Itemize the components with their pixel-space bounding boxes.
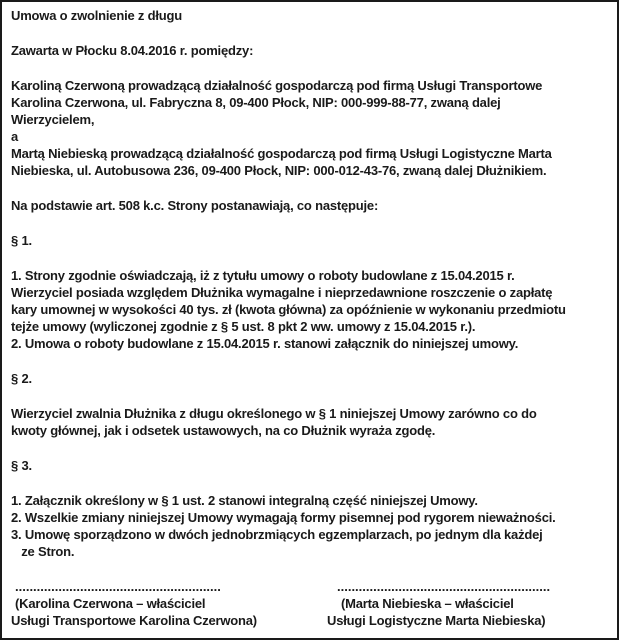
paragraph-section-1-body (11, 267, 609, 352)
paragraph-legal-basis (11, 197, 609, 214)
paragraph-section-2-heading (11, 370, 609, 387)
text-line: kary umownej w wysokości 40 tys. zł (kwota główna) za opóźnienie w wykonaniu przedmiotu (11, 302, 566, 317)
text-line: Karolina Czerwona, ul. Fabryczna 8, 09-400 Płock, NIP: 000-999-88-77, zwaną dalej (11, 95, 501, 110)
paragraph-title (11, 7, 609, 24)
text-line: Na podstawie art. 508 k.c. Strony postanawiają, co następuje: (11, 198, 379, 213)
text-line: Martą Niebieską prowadzącą działalność gospodarczą pod firmą Usługi Logistyczne Marta (11, 146, 552, 161)
paragraph-section-3-heading (11, 457, 609, 474)
text-line: tejże umowy (wyliczonej zgodnie z § 5 ust. 8 pkt 2 ww. umowy z 15.04.2015 r.). (11, 319, 476, 334)
text-line: 3. Umowę sporządzono w dwóch jednobrzmiących egzemplarzach, po jednym dla każdej (11, 527, 543, 542)
text-line: Niebieska, ul. Autobusowa 236, 09-400 Płock, NIP: 000-012-43-76, zwaną dalej Dłużnikiem. (11, 163, 547, 178)
signature-dotted-line: ......................................................... (15, 579, 221, 594)
text-line: a (11, 129, 19, 144)
text-line: 2. Wszelkie zmiany niniejszej Umowy wymagają formy pisemnej pod rygorem nieważności. (11, 510, 556, 525)
text-line: Karoliną Czerwoną prowadzącą działalność gospodarczą pod firmą Usługi Transportowe (11, 78, 543, 93)
text-line: ze Stron. (11, 544, 75, 559)
document-body (11, 7, 609, 560)
paragraph-section-1-heading (11, 232, 609, 249)
signature-row (11, 578, 609, 629)
text-line: Wierzyciel zwalnia Dłużnika z długu określonego w § 1 niniejszej Umowy zarówno co do (11, 406, 537, 421)
signature-caption-company: Usługi Logistyczne Marta Niebieska) (327, 613, 546, 628)
paragraph-section-3-body (11, 492, 609, 560)
text-line: 1. Strony zgodnie oświadczają, iż z tytułu umowy o roboty budowlane z 15.04.2015 r. (11, 268, 515, 283)
signature-caption-company: Usługi Transportowe Karolina Czerwona) (11, 613, 257, 628)
paragraph-parties (11, 77, 609, 179)
paragraph-intro (11, 42, 609, 59)
text-line: § 3. (11, 458, 32, 473)
signature-dotted-line: ........................................................... (337, 579, 551, 594)
text-line: Umowa o zwolnienie z długu (11, 8, 183, 23)
signature-caption-name: (Marta Niebieska – właściciel (341, 596, 514, 611)
signature-block-dluznik (327, 578, 609, 629)
text-line: kwoty głównej, jak i odsetek ustawowych, na co Dłużnik wyraża zgodę. (11, 423, 436, 438)
signature-block-wierzyciel (11, 578, 327, 629)
text-line: 2. Umowa o roboty budowlane z 15.04.2015 r. stanowi załącznik do niniejszej umowy. (11, 336, 519, 351)
text-line: 1. Załącznik określony w § 1 ust. 2 stanowi integralną część niniejszej Umowy. (11, 493, 478, 508)
text-line: Wierzycielem, (11, 112, 95, 127)
text-line: § 2. (11, 371, 32, 386)
paragraph-section-2-body (11, 405, 609, 439)
text-line: § 1. (11, 233, 32, 248)
text-line: Zawarta w Płocku 8.04.2016 r. pomiędzy: (11, 43, 254, 58)
text-line: Wierzyciel posiada względem Dłużnika wymagalne i nieprzedawnione roszczenie o zapłatę (11, 285, 553, 300)
signature-caption-name: (Karolina Czerwona – właściciel (15, 596, 206, 611)
